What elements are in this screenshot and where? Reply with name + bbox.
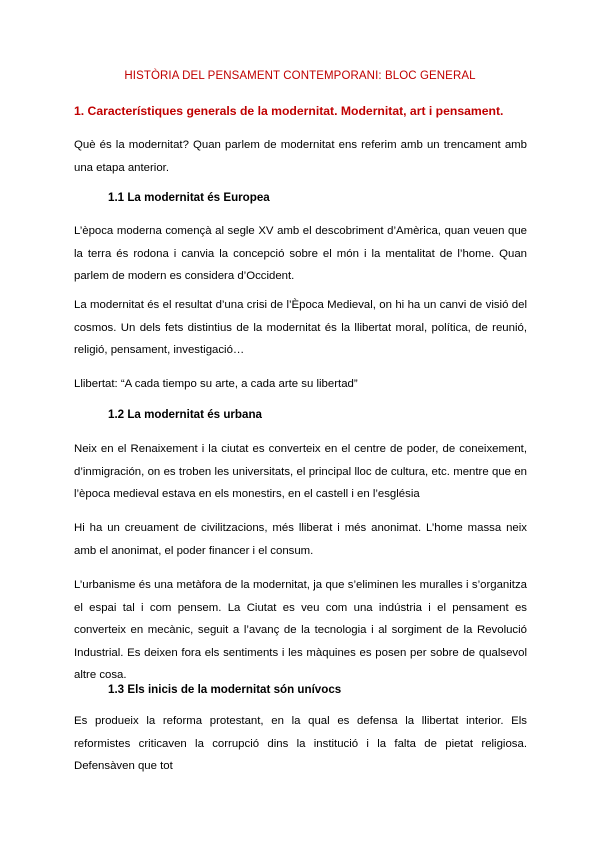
paragraph: L’època moderna començà al segle XV amb el descobriment d’Amèrica, quan veuen que la terra és rodona i canvia la concepció sobre el món i la mentalitat de l’home. Quan parlem de modern es considera d’Occident. bbox=[74, 225, 527, 282]
subsection-heading-1-1: 1.1 La modernitat és Europea bbox=[108, 191, 270, 204]
paragraph: Neix en el Renaixement i la ciutat es converteix en el centre de poder, de coneixement, d’inmigración, on es troben les universitats, el principal lloc de cultura, etc. mentre que en l’època medieval estava en els monestirs, en el castell i en l’església bbox=[74, 443, 527, 500]
quote-paragraph: Llibertat: “A cada tiempo su arte, a cada arte su libertad” bbox=[74, 378, 358, 390]
intro-paragraph: Què és la modernitat? Quan parlem de modernitat ens referim amb un trencament amb una etapa anterior. bbox=[74, 139, 527, 174]
paragraph: L’urbanisme és una metàfora de la modernitat, ja que s’eliminen les muralles i s’organitza el espai tal i com pensem. La Ciutat es veu com una indústria i el pensament es converteix en mecànic, seguit a l’avanç de la tecnologia i al sorgiment de la Revolució Industrial. Es deixen fora els sentiments i les màquines es posen per sobre de qualsevol altre cosa. bbox=[74, 579, 527, 681]
section-heading: 1. Característiques generals de la modernitat. Modernitat, art i pensament. bbox=[74, 104, 504, 118]
document-title: HISTÒRIA DEL PENSAMENT CONTEMPORANI: BLOC GENERAL bbox=[124, 70, 476, 82]
paragraph: Es produeix la reforma protestant, en la qual es defensa la llibertat interior. Els reformistes criticaven la corrupció dins la institució i la falta de pietat religiosa. Defensàven que tot bbox=[74, 715, 527, 772]
paragraph: La modernitat és el resultat d’una crisi de l’Època Medieval, on hi ha un canvi de visió del cosmos. Un dels fets distintius de la modernitat és la llibertat moral, política, de reunió, religió, pensament, investigació… bbox=[74, 299, 527, 356]
subsection-heading-1-3: 1.3 Els inicis de la modernitat són unívocs bbox=[108, 683, 342, 696]
subsection-heading-1-2: 1.2 La modernitat és urbana bbox=[108, 408, 262, 421]
paragraph: Hi ha un creuament de civilitzacions, més lliberat i més anonimat. L’home massa neix amb el anonimat, el poder financer i el consum. bbox=[74, 522, 527, 557]
